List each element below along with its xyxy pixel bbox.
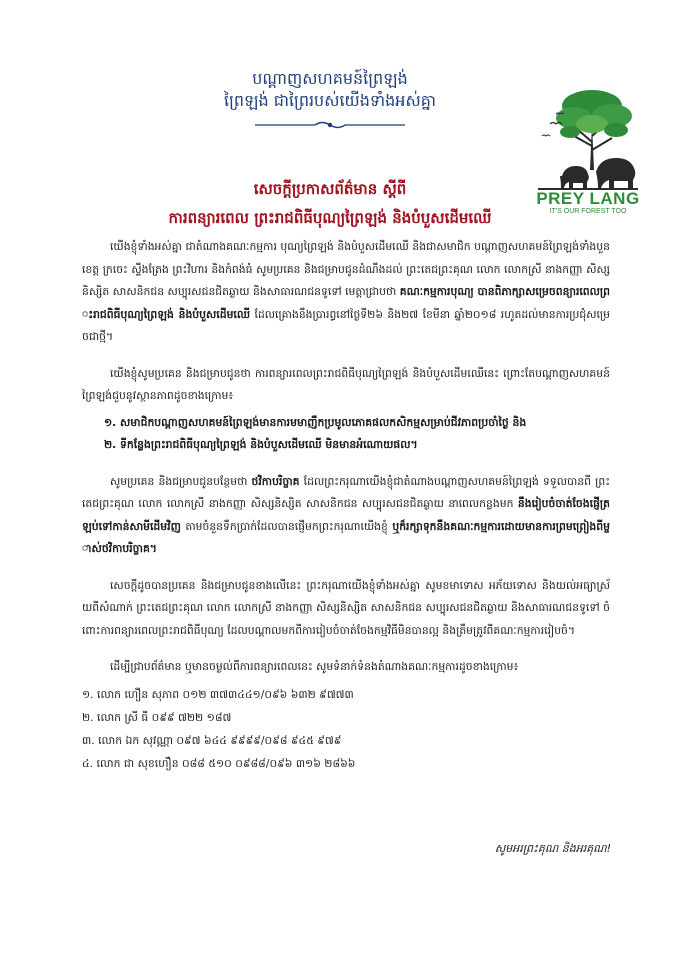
ornament-divider-icon	[255, 120, 405, 130]
paragraph-donations	[82, 471, 610, 561]
logo-tagline: IT'S OUR FOREST TOO	[549, 208, 627, 215]
paragraph-3-text-b: ថវិកាបរិច្ចាគ	[251, 474, 300, 488]
paragraph-reasons-intro: យើងខ្ញុំសូមប្រគេន និងជម្រាបជូនថា ការពន្យារពេលព្រះរាជពិធីបុណ្យព្រៃឡង់ និងបំបួសដើមឈើនេះ ព្រោះតែបណ្ដាញសហគមន៍ព្រៃឡង់ជួបនូវស្ថានភាពដូចខាងក្រោម៖	[82, 366, 610, 402]
paragraph-3-text-a: សូមប្រគេន និងជម្រាបជូនបន្ថែមថា	[110, 474, 248, 488]
organization-slogan: ព្រៃឡង់ ជាព្រៃរបស់យើងទាំងអស់គ្នា	[224, 91, 436, 110]
paragraph-3-text-e: តាមចំនួនទឹកប្រាក់ដែលបានផ្ញើមកព្រះករុណាយើងខ្ញុំ	[185, 519, 388, 533]
list-item: ២. លោក ស្រី ធី ០៩៩ ៧២២ ១៨៧	[82, 710, 232, 724]
list-item: ៤. លោក ជា សុខហឿន ០៨៨ ៥១០ ០៩៨៨/០៩៦ ៣១៦ ២៨៦៦	[82, 756, 356, 770]
list-item: ៣. លោក ឯក សុវណ្ណា ០៩៧ ៦៤៤ ៩៩៩៩/០៩៨ ៩៤៥ ៩៧៩	[82, 733, 342, 747]
paragraph-3-text-c: ដែលព្រះករុណាយើងខ្ញុំជាតំណាងបណ្ដាញសហគមន៍ព្រៃឡង់ ទទួលបានពី ព្រះតេជព្រះគុណ លោក លោកស្រី នាងកញ្ញា សិស្សនិស្សិត សាសនិកជន សប្បុរសជនជិតឆ្ងាយ នាពេលកន្លងមក	[82, 474, 610, 510]
paragraph-1-text-a: យើងខ្ញុំទាំងអស់គ្នា ជាតំណាងគណៈកម្មការ បុណ្យព្រៃឡង់ និងបំបួសដើមឈើ និងជាសមាជិក បណ្ដាញសហគមន៍ព្រៃឡង់ទាំងបួនខេត្ត ក្រចេះ ស្ទឹងត្រែង ព្រះវិហារ និងកំពង់ធំ សូមប្រគេន និងជម្រាបជូនដំណឹងដល់ ព្រះតេជព្រះគុណ លោក លោកស្រី នាងកញ្ញា សិស្សនិស្សិត សាសនិកជន សប្បុរសជនជិតឆ្ងាយ និងសាធារណជនទូទៅ មេត្តាជ្រាបថា	[82, 240, 610, 298]
organization-header	[200, 68, 460, 130]
paragraph-1-text-c: ដែលគ្រោងនឹងប្រារព្ធនៅថ្ងៃទី២៦ និង២៧ ខែមីនា ឆ្នាំ២០១៨ រហូតដល់មានការប្រជុំសម្រេចជាថ្មី។	[82, 307, 611, 343]
paragraph-contact-intro: ដើម្បីជ្រាបព័ត៌មាន ឬមានចម្ងល់ពីការពន្យារពេលនេះ សូមទំនាក់ទំនងតំណាងគណៈកម្មការដូចខាងក្រោម៖	[110, 660, 519, 673]
paragraph-apology: សេចក្ដីដូចបានប្រគេន និងជម្រាបជូនខាងលើនេះ ព្រះករុណាយើងខ្ញុំទាំងអស់គ្នា សូមខមាទោស អភ័យទោស និងយល់អធ្យាស្រ័យពីសំណាក់ ព្រះតេជព្រះគុណ លោក លោកស្រី នាងកញ្ញា សិស្សនិស្សិត សាសនិកជន សប្បុរសជនជិតឆ្ងាយ និងសាធារណជនទូទៅ ចំពោះការពន្យារពេលព្រះរាជពិធីបុណ្យ ដែលបណ្ដាលមកពីការរៀបចំចាត់ចែងកម្មវិធីមិនបានល្អ និងត្រឹមត្រូវពីគណៈកម្មការរៀបចំ។	[82, 578, 610, 637]
paragraph-1-text-b: គណៈកម្មការបុណ្យ បានពិភាក្សាសម្រេចពន្យារពេលព្រះរាជពិធីបុណ្យព្រៃឡង់ និងបំបួសដើមឈើ	[82, 285, 611, 321]
list-item: ១. សមាជិកបណ្ដាញសហគមន៍ព្រៃឡង់មានការមមាញឹកប្រមូលភោគផលកសិកម្មសម្រាប់ជីវភាពប្រចាំថ្ងៃ និង	[104, 415, 527, 429]
paragraph-announcement	[82, 236, 610, 349]
signoff: សូមអរព្រះគុណ និងអរគុណ!	[494, 842, 611, 855]
document-title	[100, 178, 560, 230]
logo-name: PREY LANG	[536, 189, 640, 208]
reasons-list	[82, 412, 610, 457]
contact-list	[82, 683, 610, 775]
list-item: ២. ទីកន្លែងព្រះរាជពិធីបុណ្យព្រៃឡង់ និងបំបួសដើមឈើ មិនមានអំណោយផល។	[104, 438, 418, 451]
organization-name: បណ្ដាញសហគមន៍ព្រៃឡង់	[252, 69, 408, 88]
title-line-1: សេចក្ដីប្រកាសព័ត៌មាន ស្ដីពី	[253, 180, 407, 198]
list-item: ១. លោក ហឿន សុភាព ០១២ ៣៧៣៤៤១/០៩៦ ៦៣២ ៩៧៧៣	[82, 687, 354, 701]
paragraph-3-text-f: ឬក៏រក្សាទុកនឹងគណៈកម្មការដោយមានការព្រមព្រៀងពីម្ចាស់ថវិកាបរិច្ចាគ។	[82, 519, 610, 555]
paragraph-3-text-d: នឹងរៀបចំចាត់ចែងផ្ញើត្រឡប់ទៅកាន់សាមីដើមវិញ	[82, 497, 610, 533]
title-line-2: ការពន្យារពេល ព្រះរាជពិធីបុណ្យព្រៃឡង់ និងបំបួសដើមឈើ	[168, 209, 492, 227]
document-body	[82, 236, 610, 775]
